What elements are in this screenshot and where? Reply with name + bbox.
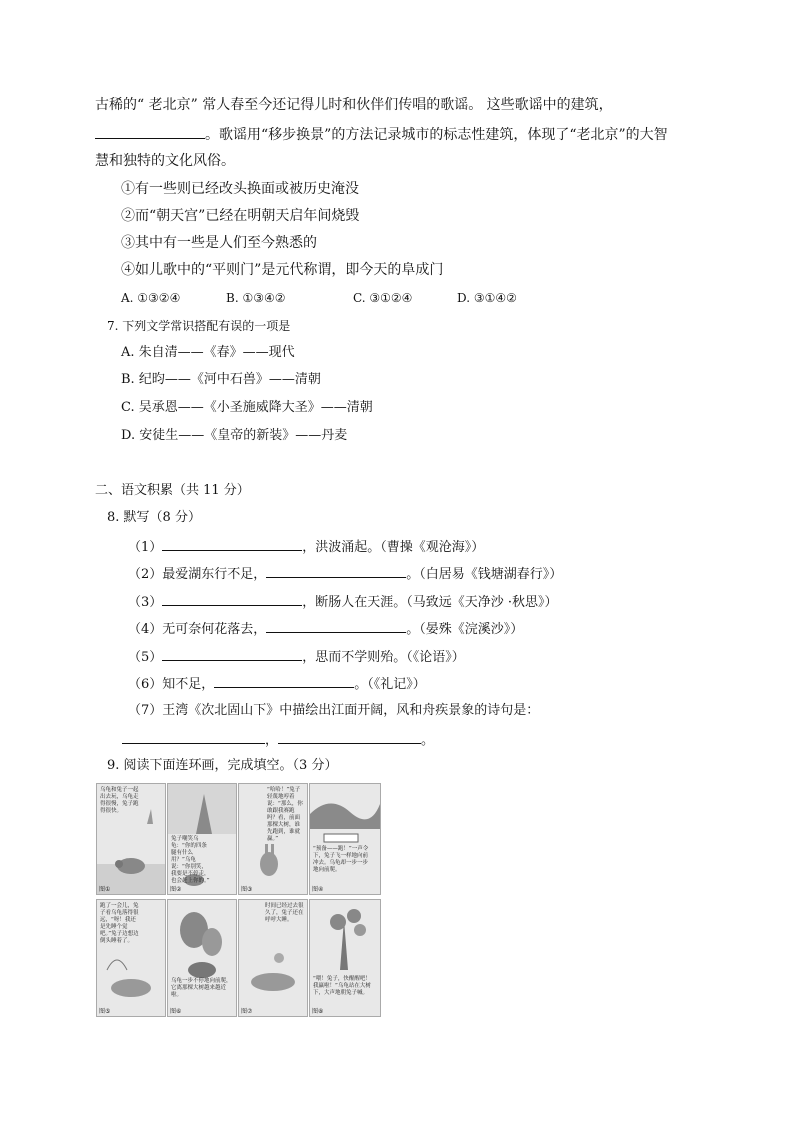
end-mark: 。 [421, 733, 435, 748]
q8-item-3 [128, 591, 558, 613]
choice-b[interactable]: B. ①③④② [226, 291, 286, 305]
item-text-before: 无可奈何花落去， [162, 622, 267, 637]
separator: ， [265, 733, 279, 748]
comic-panel-1 [96, 783, 166, 895]
item-number: （4） [128, 622, 163, 637]
comic-panel-5 [96, 899, 166, 1017]
panel-number: 图② [170, 886, 182, 893]
item-text-before: 知不足， [162, 677, 215, 692]
q7-option-d[interactable]: D. 安徒生——《皇帝的新装》——丹麦 [121, 428, 348, 443]
choice-d[interactable]: D. ③①④② [457, 291, 517, 305]
comic-panel-4 [309, 783, 381, 895]
q8-item-7 [128, 701, 539, 721]
q9-stem: 9. 阅读下面连环画，完成填空。（3 分） [107, 758, 338, 773]
comic-panel-8 [309, 899, 381, 1017]
q8-stem: 8. 默写（8 分） [107, 510, 201, 525]
q8-item-2 [128, 563, 562, 585]
q7-option-b[interactable]: B. 纪昀——《河中石兽》——清朝 [121, 372, 321, 387]
panel-caption: 乌龟和兔子一起出去玩，乌龟走得很慢，兔子跑得很快。 [100, 787, 139, 814]
panel-number: 图⑥ [170, 1008, 182, 1015]
item-number: （2） [128, 567, 163, 582]
answer-choices [121, 288, 517, 308]
item-text-after: ，思而不学则殆。（《论语》） [302, 650, 465, 665]
q7-option-c[interactable]: C. 吴承恩——《小圣施威降大圣》——清朝 [121, 400, 373, 415]
sentence-option-2: ②而“朝天宫”已经在明朝天启年间烧毁 [121, 208, 360, 224]
q8-item-7-blanks [122, 729, 434, 751]
item-text-after: 。（白居易《钱塘湖春行》） [406, 567, 563, 582]
panel-number: 图⑦ [241, 1008, 253, 1015]
sentence-option-4: ④如儿歌中的“平则门”是元代称谓，即今天的阜成门 [121, 262, 444, 278]
comic-panel-2 [167, 783, 237, 895]
panel-caption: 跑了一会儿，兔子看乌龟落得很远，“呀！我还是先睡个觉吧。”兔子边想边倒头睡着了。 [100, 903, 139, 944]
comic-strip [96, 783, 380, 1015]
panel-caption: “喂！兔子，快醒醒吧！我赢啦！”乌龟站在大树下，大声地朝兔子喊。 [313, 976, 371, 996]
q8-item-6 [128, 673, 426, 695]
item-text-after: 。（《礼记》） [354, 677, 426, 692]
item-text-after: ，洪波涌起。（曹操《观沧海》） [302, 540, 485, 555]
panel-number: 图⑧ [312, 1008, 324, 1015]
comic-panel-3 [238, 783, 308, 895]
fill-blank[interactable] [95, 124, 205, 139]
fill-blank[interactable] [278, 729, 421, 744]
sentence-option-3: ③其中有一些是人们至今熟悉的 [121, 235, 317, 251]
item-number: （3） [128, 595, 163, 610]
fill-blank[interactable] [266, 563, 406, 578]
item-text-before: 最爱湖东行不足， [162, 567, 267, 582]
choice-c[interactable]: C. ③①②④ [353, 291, 413, 305]
panel-number: 图③ [241, 886, 253, 893]
fill-blank[interactable] [122, 729, 265, 744]
q8-item-5 [128, 646, 465, 668]
fill-blank[interactable] [162, 536, 302, 551]
panel-caption: 兔子嘲笑乌龟：“你的四条腿有什么用？”乌龟说：“你别笑，我要是不停走，也会赶上你的。” [171, 836, 210, 884]
panel-number: 图④ [312, 886, 324, 893]
q7-stem: 7. 下列文学常识搭配有误的一项是 [107, 319, 291, 333]
sentence-option-1: ①有一些则已经改头换面或被历史淹没 [121, 181, 359, 197]
fill-blank[interactable] [266, 618, 406, 633]
q8-item-4 [128, 618, 523, 640]
item-number: （7） [128, 703, 163, 718]
panel-caption: 乌龟一步不停地向前爬，它离那棵大树越来越近啦。 [171, 978, 232, 998]
section-2-title: 二、语文积累（共 11 分） [95, 483, 250, 498]
fill-blank[interactable] [162, 646, 302, 661]
fill-blank[interactable] [162, 591, 302, 606]
choice-a[interactable]: A. ①③②④ [121, 291, 181, 305]
item-text-after: ，断肠人在天涯。（马致远《天净沙 ·秋思》） [302, 595, 558, 610]
panel-caption: “哈哈！”兔子轻蔑地哼着说：“那么，你敢跟我赛跑吗？看，前面那棵大树，谁先跑到，谁就赢。” [267, 787, 303, 842]
passage-line-3: 慧和独特的文化风俗。 [95, 153, 235, 169]
item-number: （1） [128, 540, 163, 555]
comic-panel-6 [167, 899, 237, 1017]
passage-line-1: 古稀的“ 老北京” 常人春至今还记得儿时和伙伴们传唱的歌谣。 这些歌谣中的建筑， [95, 97, 613, 113]
race-start-illustration [310, 784, 380, 894]
item-number: （5） [128, 650, 163, 665]
fill-blank[interactable] [214, 673, 354, 688]
panel-number: 图⑤ [99, 1008, 111, 1015]
panel-number: 图① [99, 886, 111, 893]
tortoise-wins-illustration [310, 900, 380, 1016]
panel-caption: “预备——跑！”一声令下，兔子飞一样地向前冲去。乌龟却一步一步地向前爬。 [313, 846, 369, 873]
q7-option-a[interactable]: A. 朱自清——《春》——现代 [121, 345, 295, 360]
panel-caption: 时间已经过去很久了，兔子还在呼呼大睡。 [265, 903, 304, 923]
passage-line-2 [95, 124, 668, 145]
item-text-after: 。（晏殊《浣溪沙》） [406, 622, 524, 637]
item-number: （6） [128, 677, 163, 692]
comic-panel-7 [238, 899, 308, 1017]
item-text-before: 王湾《次北固山下》中描绘出江面开阔，风和舟疾景象的诗句是： [162, 703, 540, 718]
passage-line-2-text: 。歌谣用“移步换景”的方法记录城市的标志性建筑，体现了“老北京”的大智 [205, 127, 668, 143]
q8-item-1 [128, 536, 484, 558]
